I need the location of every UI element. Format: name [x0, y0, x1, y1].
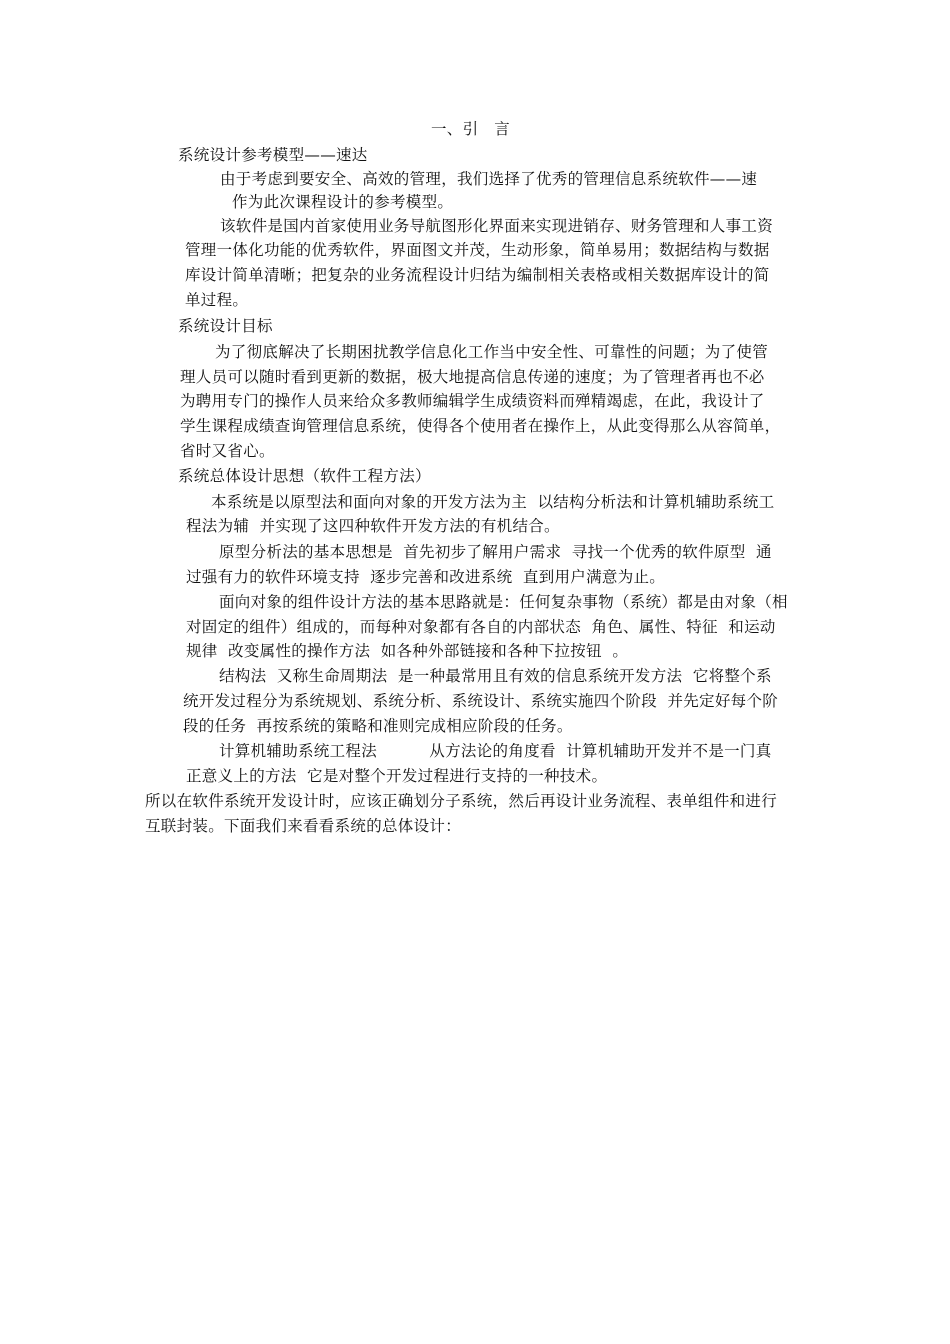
closing-line: 互联封装。下面我们来看看系统的总体设计：	[145, 817, 462, 835]
paragraph-line: 结构法 又称生命周期法 是一种最常用且有效的信息系统开发方法 它将整个系	[219, 667, 772, 685]
paragraph-line: 省时又省心。	[180, 442, 275, 460]
paragraph-line: 面向对象的组件设计方法的基本思路就是：任何复杂事物（系统）都是由对象（相	[219, 593, 788, 611]
section-heading: 系统设计目标	[178, 317, 273, 335]
paragraph-line: 程法为辅 并实现了这四种软件开发方法的有机结合。	[186, 517, 560, 535]
paragraph-line: 管理一体化功能的优秀软件，界面图文并茂，生动形象，简单易用；数据结构与数据	[185, 241, 770, 259]
paragraph-line: 库设计简单清晰；把复杂的业务流程设计归结为编制相关表格或相关数据库设计的简	[185, 266, 770, 284]
paragraph-line: 单过程。	[185, 291, 249, 309]
paragraph-line: 本系统是以原型法和面向对象的开发方法为主 以结构分析法和计算机辅助系统工	[211, 493, 775, 511]
paragraph-line: 规律 改变属性的操作方法 如各种外部链接和各种下拉按钮 。	[186, 642, 629, 660]
paragraph-line: 为聘用专门的操作人员来给众多教师编辑学生成绩资料而殚精竭虑，在此，我设计了	[180, 392, 765, 410]
closing-line: 所以在软件系统开发设计时，应该正确划分子系统，然后再设计业务流程、表单组件和进行	[145, 792, 778, 810]
paragraph-line: 学生课程成绩查询管理信息系统，使得各个使用者在操作上，从此变得那么从容简单，	[180, 417, 781, 435]
paragraph-line: 过强有力的软件环境支持 逐步完善和改进系统 直到用户满意为止。	[186, 568, 666, 586]
section-heading: 系统总体设计思想（软件工程方法）	[178, 467, 431, 485]
document-title: 一、引 言	[431, 120, 511, 138]
section-heading: 系统设计参考模型——速达	[178, 146, 368, 164]
paragraph-line: 统开发过程分为系统规划、系统分析、系统设计、系统实施四个阶段 并先定好每个阶	[183, 692, 779, 710]
paragraph-line: 该软件是国内首家使用业务导航图形化界面来实现进销存、财务管理和人事工资	[220, 217, 774, 235]
paragraph-line: 对固定的组件）组成的，而每种对象都有各自的内部状态 角色、属性、特征 和运动	[186, 618, 776, 636]
paragraph-line: 计算机辅助系统工程法 从方法论的角度看 计算机辅助开发并不是一门真	[219, 742, 772, 760]
paragraph-line: 正意义上的方法 它是对整个开发过程进行支持的一种技术。	[186, 767, 608, 785]
paragraph-line: 段的任务 再按系统的策略和准则完成相应阶段的任务。	[183, 717, 573, 735]
paragraph-line: 理人员可以随时看到更新的数据，极大地提高信息传递的速度；为了管理者再也不必	[180, 368, 765, 386]
paragraph-line: 为了彻底解决了长期困扰教学信息化工作当中安全性、可靠性的问题；为了使管	[215, 343, 769, 361]
paragraph-line: 原型分析法的基本思想是 首先初步了解用户需求 寻找一个优秀的软件原型 通	[219, 543, 772, 561]
paragraph-line: 作为此次课程设计的参考模型。	[232, 193, 454, 211]
paragraph-line: 由于考虑到要安全、高效的管理，我们选择了优秀的管理信息系统软件——速	[220, 170, 758, 188]
